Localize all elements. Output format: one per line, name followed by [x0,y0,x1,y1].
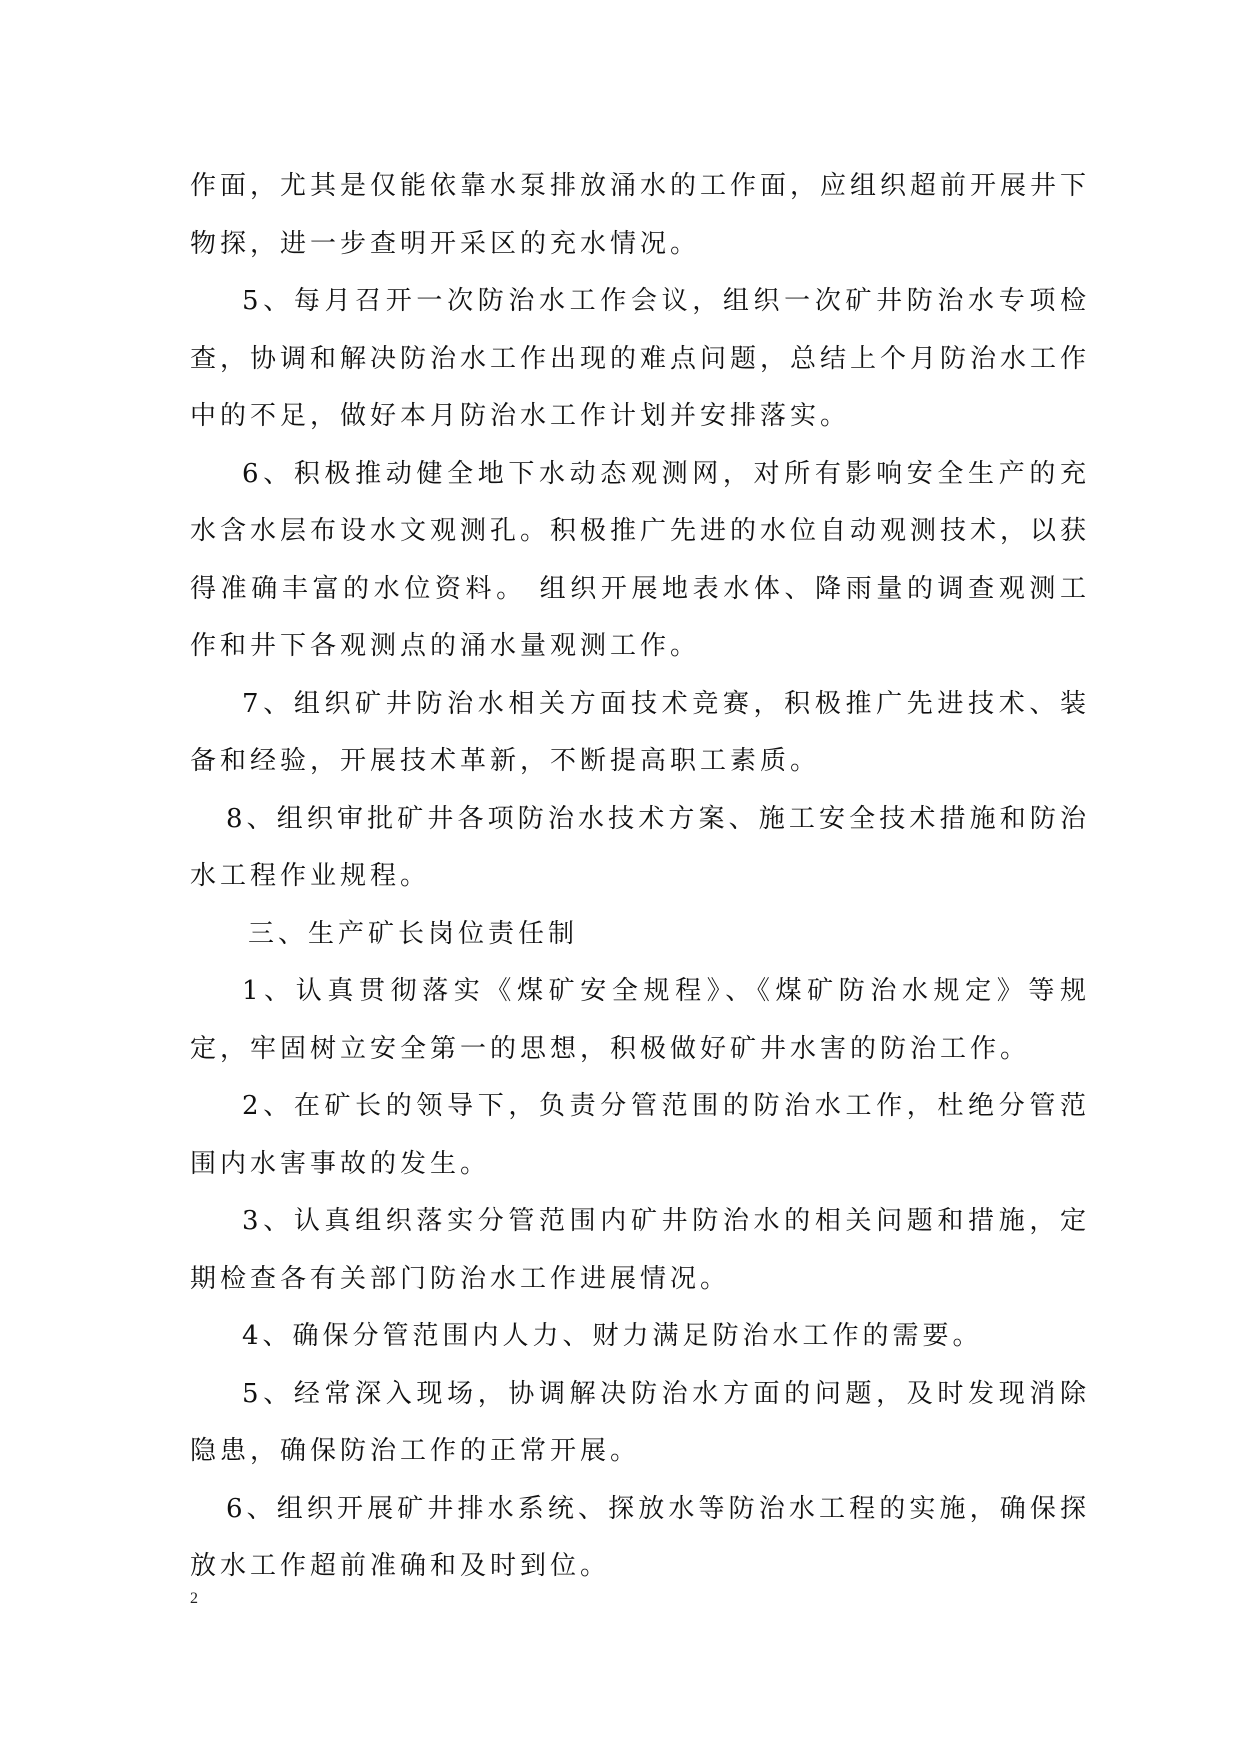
paragraph-item-7-competition: 7、组织矿井防治水相关方面技术竞赛，积极推广先进技术、装备和经验，开展技术革新，不断提高职工素质。 [190,688,1090,776]
paragraph-item-6-drainage: 6、组织开展矿井排水系统、探放水等防治水工程的实施，确保探放水工作超前准确和及时到位。 [190,1493,1090,1581]
paragraph-item-4-resources: 4、确保分管范围内人力、财力满足防治水工作的需要。 [242,1321,983,1351]
paragraph-item-1-regulations: 1、认真贯彻落实《煤矿安全规程》、《煤矿防治水规定》等规定，牢固树立安全第一的思想，积极做好矿井水害的防治工作。 [190,976,1090,1064]
paragraph-item-5-site-inspection: 5、经常深入现场，协调解决防治水方面的问题，及时发现消除隐患，确保防治工作的正常开展。 [190,1378,1090,1466]
paragraph-item-5-monthly-meeting: 5、每月召开一次防治水工作会议，组织一次矿井防治水专项检查，协调和解决防治水工作出现的难点问题，总结上个月防治水工作中的不足，做好本月防治水工作计划并安排落实。 [190,286,1091,431]
paragraph-item-2-leadership: 2、在矿长的领导下，负责分管范围的防治水工作，杜绝分管范围内水害事故的发生。 [190,1091,1090,1179]
paragraph-item-6-observation-network: 6、积极推动健全地下水动态观测网，对所有影响安全生产的充水含水层布设水文观测孔。积极推广先进的水位自动观测技术，以获得准确丰富的水位资料。 组织开展地表水体、降雨量的调查观测工作和井下各观测点的涌水量观测工作。 [190,458,1091,661]
page-number: 2 [190,1590,198,1607]
document-body [190,158,1090,1596]
paragraph-continuation: 作面，尤其是仅能依靠水泵排放涌水的工作面，应组织超前开展井下物探，进一步查明开采区的充水情况。 [190,171,1091,259]
paragraph-item-3-measures: 3、认真组织落实分管范围内矿井防治水的相关问题和措施，定期检查各有关部门防治水工作进展情况。 [190,1206,1090,1294]
paragraph-item-8-approval: 8、组织审批矿井各项防治水技术方案、施工安全技术措施和防治水工程作业规程。 [190,803,1090,891]
section-heading-production-director: 三、生产矿长岗位责任制 [248,918,579,949]
